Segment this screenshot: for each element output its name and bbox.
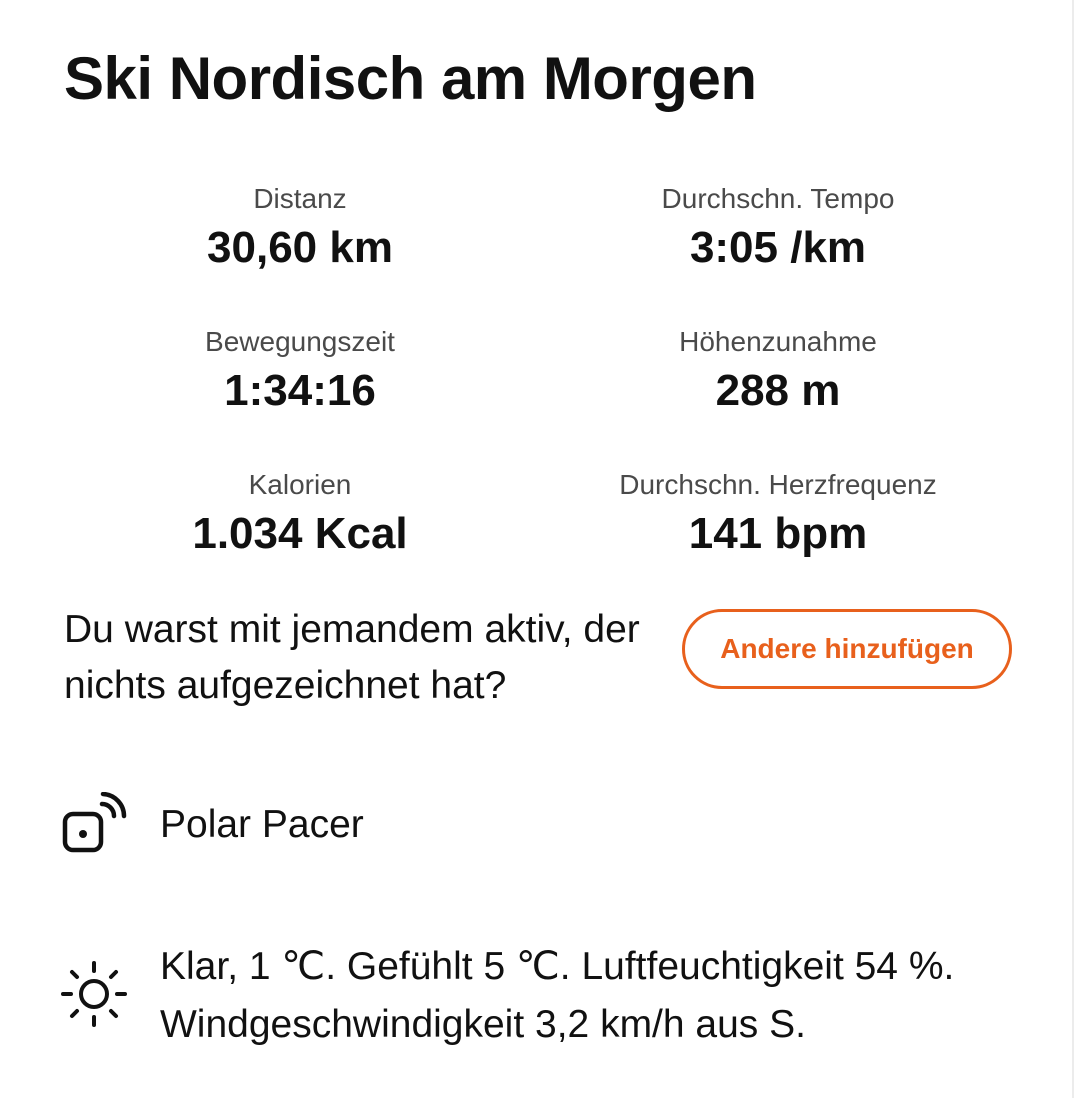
- stat-value: 141 bpm: [688, 509, 868, 558]
- stat-value: 1:34:16: [224, 366, 376, 415]
- stat-avg-heart-rate: [558, 468, 998, 562]
- wearable-device-icon: [62, 792, 130, 856]
- stat-label: Durchschn. Tempo: [661, 183, 895, 214]
- screen-edge-divider: [1072, 0, 1074, 1098]
- stat-distance: [80, 182, 520, 276]
- stat-label: Durchschn. Herzfrequenz: [619, 469, 937, 500]
- stat-moving-time: [80, 325, 520, 419]
- stat-value: 1.034 Kcal: [192, 509, 408, 558]
- sun-icon: [60, 960, 128, 1028]
- weather-summary: Klar, 1 ℃. Gefühlt 5 ℃. Luftfeuchtigkeit 54 %. Windgeschwindigkeit 3,2 km/h aus S.: [160, 945, 955, 1046]
- stat-value: 3:05 /km: [689, 223, 867, 272]
- device-name: Polar Pacer: [160, 803, 364, 846]
- add-others-button[interactable]: Andere hinzufügen: [682, 609, 1012, 689]
- stat-calories: [80, 468, 520, 562]
- stat-label: Distanz: [253, 183, 347, 214]
- stat-label: Bewegungszeit: [205, 326, 395, 357]
- stat-avg-pace: [558, 182, 998, 276]
- stat-elevation-gain: [558, 325, 998, 419]
- stat-value: 30,60 km: [207, 223, 393, 272]
- stat-label: Höhenzunahme: [679, 326, 877, 357]
- stat-value: 288 m: [715, 366, 841, 415]
- activity-title: Ski Nordisch am Morgen: [64, 45, 757, 112]
- companion-prompt: Du warst mit jemandem aktiv, der nichts aufgezeichnet hat?: [64, 608, 640, 707]
- stat-label: Kalorien: [248, 469, 352, 500]
